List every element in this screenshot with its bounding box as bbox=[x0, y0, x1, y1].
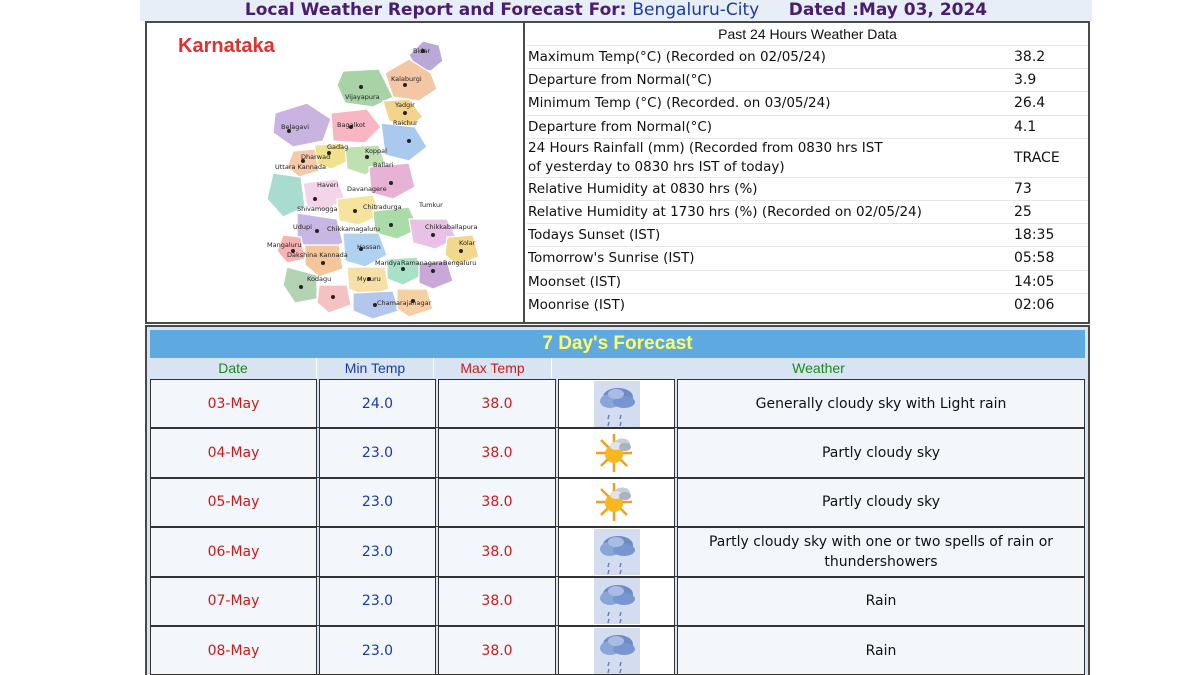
forecast-weather: Partly cloudy sky bbox=[677, 428, 1085, 476]
forecast-max-temp: 38.0 bbox=[438, 626, 556, 674]
map-label: Mandya bbox=[375, 259, 401, 267]
header-min-temp: Min Temp bbox=[317, 358, 434, 378]
rain-cloud-icon bbox=[594, 628, 640, 674]
forecast-min-temp: 23.0 bbox=[319, 626, 436, 674]
header-date: Date bbox=[150, 358, 317, 378]
past-row bbox=[527, 115, 1088, 138]
past-row-label-line1: 24 Hours Rainfall (mm) (Recorded from 0830 hrs IST bbox=[528, 139, 883, 156]
map-label: Koppal bbox=[365, 147, 387, 155]
past-row-value: 26.4 bbox=[1014, 95, 1046, 112]
map-label: Bagalkot bbox=[337, 121, 366, 129]
forecast-row bbox=[150, 527, 1085, 576]
past-row bbox=[527, 293, 1088, 316]
map-label: Kalaburgi bbox=[391, 75, 422, 83]
forecast-icon-cell bbox=[558, 527, 675, 575]
past-row-label: Maximum Temp(°C) (Recorded on 02/05/24) bbox=[528, 49, 826, 65]
map-label: Tumkur bbox=[419, 201, 443, 209]
forecast-weather: Rain bbox=[677, 626, 1085, 674]
partly-cloudy-icon bbox=[594, 430, 640, 476]
past-row bbox=[527, 138, 1088, 177]
past-row-value: TRACE bbox=[1014, 149, 1060, 166]
forecast-date: 05-May bbox=[150, 478, 317, 526]
map-label: Dakshina Kannada bbox=[287, 251, 348, 259]
forecast-row bbox=[150, 379, 1085, 428]
map-label: Ballari bbox=[373, 161, 394, 169]
map-label: Hassan bbox=[357, 243, 381, 251]
map-label: Ramanagara bbox=[401, 259, 443, 267]
forecast-min-temp: 24.0 bbox=[319, 379, 436, 427]
rain-cloud-icon bbox=[594, 529, 640, 575]
past-row bbox=[527, 246, 1088, 269]
forecast-title: 7 Day's Forecast bbox=[150, 330, 1085, 358]
forecast-row bbox=[150, 478, 1085, 527]
rain-cloud-icon bbox=[594, 578, 640, 624]
forecast-date: 08-May bbox=[150, 626, 317, 674]
header-max-temp: Max Temp bbox=[434, 358, 552, 378]
map-label: Davanagere bbox=[347, 185, 387, 193]
past-row bbox=[527, 223, 1088, 246]
past-row-value: 3.9 bbox=[1014, 72, 1037, 89]
forecast-row bbox=[150, 428, 1085, 477]
map-label: Raichur bbox=[393, 119, 418, 127]
past-row-label: Relative Humidity at 1730 hrs (%) (Recorded on 02/05/24) bbox=[528, 203, 922, 220]
forecast-weather: Partly cloudy sky with one or two spells of rain or thundershowers bbox=[677, 527, 1085, 575]
forecast-row bbox=[150, 626, 1085, 675]
forecast-icon-cell bbox=[558, 428, 675, 476]
rain-cloud-icon bbox=[594, 381, 640, 427]
forecast-weather: Partly cloudy sky bbox=[677, 478, 1085, 526]
forecast-rows bbox=[150, 379, 1085, 675]
map-label: Vijayapura bbox=[345, 93, 380, 101]
forecast-min-temp: 23.0 bbox=[319, 478, 436, 526]
past-row-label-line2: of yesterday to 0830 hrs IST of today) bbox=[528, 158, 785, 175]
forecast-date: 03-May bbox=[150, 379, 317, 427]
header-dated: Dated :May 03, 2024 bbox=[788, 0, 988, 20]
past-row-value: 18:35 bbox=[1014, 227, 1055, 244]
karnataka-map-graphic bbox=[147, 23, 525, 322]
map-label: Uttara Kannada bbox=[275, 163, 327, 171]
forecast-date: 06-May bbox=[150, 527, 317, 575]
forecast-icon-cell bbox=[558, 379, 675, 427]
map-label: Haveri bbox=[317, 181, 339, 189]
header-prefix: Local Weather Report and Forecast For: bbox=[244, 0, 633, 20]
map-label: Mysuru bbox=[357, 275, 381, 283]
past-row-value: 38.2 bbox=[1014, 49, 1046, 65]
forecast-min-temp: 23.0 bbox=[319, 428, 436, 476]
forecast-max-temp: 38.0 bbox=[438, 478, 556, 526]
map-label: Chikkamagaluru bbox=[327, 225, 381, 233]
forecast-max-temp: 38.0 bbox=[438, 527, 556, 575]
past-row-label bbox=[527, 139, 1014, 177]
past-row-value: 4.1 bbox=[1014, 118, 1037, 135]
map-label: Kolar bbox=[459, 239, 476, 247]
forecast-icon-cell bbox=[558, 626, 675, 674]
page-header bbox=[140, 0, 1092, 21]
past-row-label: Departure from Normal(°C) bbox=[528, 72, 713, 89]
past-row bbox=[527, 45, 1088, 68]
past-row-label: Relative Humidity at 0830 hrs (%) bbox=[528, 180, 758, 197]
forecast-icon-cell bbox=[558, 577, 675, 625]
past-row bbox=[527, 177, 1088, 200]
past-row-label: Moonrise (IST) bbox=[528, 296, 625, 313]
top-panel bbox=[145, 21, 1090, 324]
past-row-label: Departure from Normal(°C) bbox=[528, 118, 713, 135]
forecast-max-temp: 38.0 bbox=[438, 577, 556, 625]
map-label: Shivamogga bbox=[297, 205, 338, 213]
past-24-hours-panel bbox=[527, 23, 1088, 322]
weather-report-page bbox=[140, 0, 1092, 675]
past-row-label: Moonset (IST) bbox=[528, 273, 621, 290]
map-label: Chikkaballapura bbox=[425, 223, 478, 231]
forecast-max-temp: 38.0 bbox=[438, 428, 556, 476]
map-label: Bidar bbox=[413, 47, 431, 55]
past-row bbox=[527, 91, 1088, 114]
past-row bbox=[527, 68, 1088, 91]
map-label: Chitradurga bbox=[363, 203, 402, 211]
forecast-weather: Generally cloudy sky with Light rain bbox=[677, 379, 1085, 427]
map-label: Udupi bbox=[293, 223, 312, 231]
forecast-min-temp: 23.0 bbox=[319, 527, 436, 575]
header-city: Bengaluru-City bbox=[632, 0, 760, 20]
past-24-title: Past 24 Hours Weather Data bbox=[718, 26, 897, 42]
forecast-header-row bbox=[150, 358, 1085, 378]
forecast-date: 04-May bbox=[150, 428, 317, 476]
past-row-value: 25 bbox=[1014, 203, 1032, 220]
forecast-date: 07-May bbox=[150, 577, 317, 625]
map-label: Bengaluru bbox=[443, 259, 477, 267]
past-row-label: Tomorrow's Sunrise (IST) bbox=[528, 250, 695, 267]
past-row-value: 73 bbox=[1014, 180, 1032, 197]
partly-cloudy-icon bbox=[594, 479, 640, 525]
forecast-weather: Rain bbox=[677, 577, 1085, 625]
forecast-max-temp: 38.0 bbox=[438, 379, 556, 427]
header-weather: Weather bbox=[552, 358, 1085, 378]
past-row-value: 14:05 bbox=[1014, 273, 1055, 290]
karnataka-map bbox=[147, 23, 525, 322]
past-row-value: 02:06 bbox=[1014, 296, 1055, 313]
map-label: Dharwad bbox=[301, 153, 331, 161]
forecast-panel bbox=[145, 325, 1090, 675]
forecast-min-temp: 23.0 bbox=[319, 577, 436, 625]
past-row bbox=[527, 270, 1088, 293]
map-label: Kodagu bbox=[307, 275, 332, 283]
forecast-icon-cell bbox=[558, 478, 675, 526]
map-label: Belagavi bbox=[281, 123, 310, 131]
past-row bbox=[527, 200, 1088, 223]
map-title: Karnataka bbox=[178, 35, 275, 57]
forecast-row bbox=[150, 577, 1085, 626]
map-label: Chamarajanagar bbox=[377, 299, 432, 307]
map-label: Gadag bbox=[327, 143, 349, 151]
past-row-label: Todays Sunset (IST) bbox=[528, 227, 661, 244]
past-row-label: Minimum Temp (°C) (Recorded. on 03/05/24) bbox=[528, 95, 831, 112]
past-row-value: 05:58 bbox=[1014, 250, 1055, 267]
map-label: Mangaluru bbox=[267, 241, 302, 249]
map-label: Yadgir bbox=[395, 101, 415, 109]
